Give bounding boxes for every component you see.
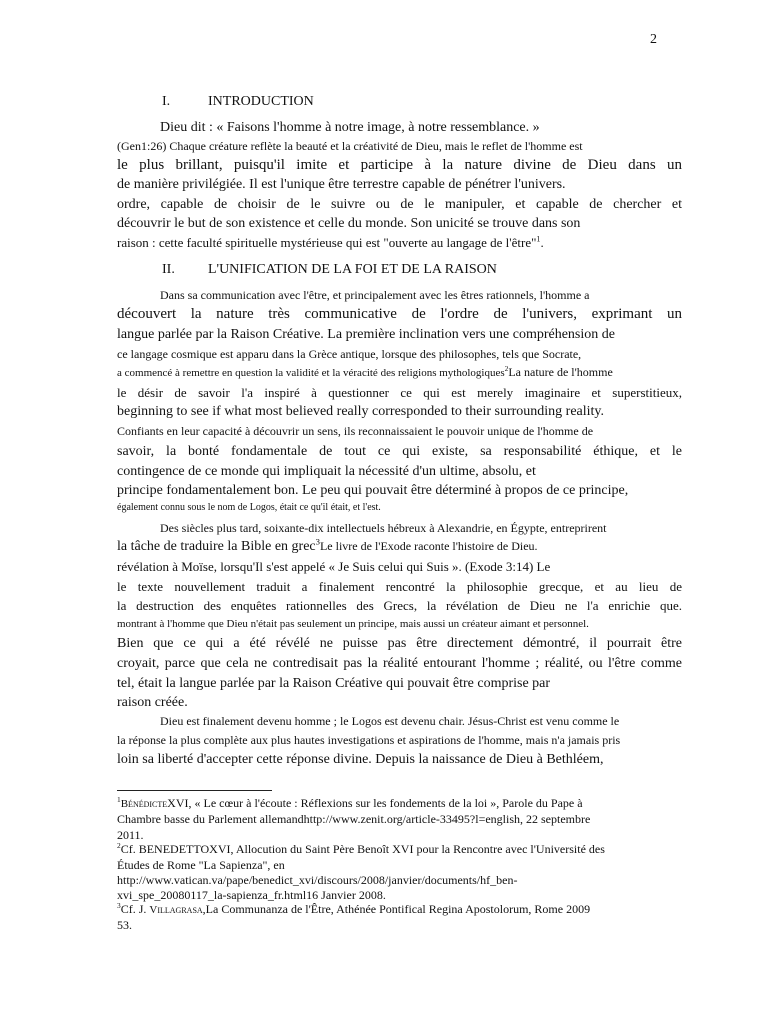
text-line: a commencé à remettre en question la validité et la véracité des religions mythologiques$^2$La nature de l'homme <box>117 364 613 379</box>
footnote-2: $^2$Cf. BENEDETTOXVI, Allocution du Saint Père Benoît XVI pour la Rencontre avec l'Université des <box>117 841 605 856</box>
text-line: le texte nouvellement traduit a finalement rencontré la philosophie grecque, et au lieu de <box>117 579 682 594</box>
text-line: ce langage cosmique est apparu dans la Grèce antique, lorsque des philosophes, tels que Socrate, <box>117 347 582 361</box>
text-line: loin sa liberté d'accepter cette réponse divine. Depuis la naissance de Dieu à Bethléem, <box>117 752 604 767</box>
text-line: tel, était la langue parlée par la Raison Créative qui pouvait être comprise par <box>117 676 551 691</box>
text-line: langue parlée par la Raison Créative. La première inclination vers une compréhension de <box>117 327 615 342</box>
text-line: Confiants en leur capacité à découvrir un sens, ils reconnaissaient le pouvoir unique de l'homme de <box>117 424 594 438</box>
text-line: beginning to see if what most believed really corresponded to their surrounding reality. <box>117 404 605 419</box>
footnote-3: $^3$Cf. J. Villagrasa,La Communanza de l'Être, Athénée Pontifical Regina Apostolorum, Rome 2009 <box>117 901 591 916</box>
text-line: le plus brillant, puisqu'il imite et participe à la nature divine de Dieu dans un <box>117 157 682 173</box>
text-line: Dieu est finalement devenu homme ; le Logos est devenu chair. Jésus-Christ est venu comme le <box>160 714 620 728</box>
text-line: ordre, capable de choisir de le suivre ou de le manipuler, et capable de chercher et <box>117 197 682 212</box>
footnote-line: Études de Rome "La Sapienza", en <box>117 858 285 872</box>
footnote-1: $^1$BénédicteXVI, « Le cœur à l'écoute : Réflexions sur les fondements de la loi », Parole du Pape à <box>117 795 583 810</box>
page-number: 2 <box>650 32 657 47</box>
footnote-line: 2011. <box>117 828 144 842</box>
text-line: découvrir le but de son existence et celle du monde. Son unicité se trouve dans son <box>117 216 581 231</box>
section-title: L'UNIFICATION DE LA FOI ET DE LA RAISON <box>208 262 497 277</box>
footnote-ref: 1 <box>536 234 541 244</box>
text-line: raison : cette faculté spirituelle mystérieuse qui est "ouverte au langage de l'être"$^1$. <box>117 234 544 250</box>
section-numeral: I. <box>162 94 171 109</box>
footnote-line: Chambre basse du Parlement allemandhttp://www.zenit.org/article-33495?l=english, 22 septembre <box>117 812 591 826</box>
text-line: le désir de savoir l'a inspiré à questionner ce qui est merely imaginaire et superstitieux, <box>117 385 682 400</box>
text-line: principe fondamentalement bon. Le peu qui pouvait être déterminé à propos de ce principe, <box>117 483 629 498</box>
text-line: savoir, la bonté fondamentale de tout ce qui existe, sa responsabilité éthique, et le <box>117 444 682 459</box>
text-line: contingence de ce monde qui impliquait la nécessité d'un ultime, absolu, et <box>117 464 536 479</box>
text-line: (Gen1:26) Chaque créature reflète la beauté et la créativité de Dieu, mais le reflet de l'homme est <box>117 139 583 153</box>
footnote-line: xvi_spe_20080117_la-sapienza_fr.html16 Janvier 2008. <box>117 888 386 902</box>
text-line: raison créée. <box>117 695 188 710</box>
text-line: la réponse la plus complète aux plus hautes investigations et aspirations de l'homme, mais n'a jamais pris <box>117 733 621 747</box>
text-line: de manière privilégiée. Il est l'unique être terrestre capable de pénétrer l'univers. <box>117 177 566 192</box>
footnote-line: 53. <box>117 918 132 932</box>
footnote-separator <box>117 790 272 791</box>
text-line: Bien que ce qui a été révélé ne puisse pas être directement démontré, il pourrait être <box>117 636 682 651</box>
text-line: Dans sa communication avec l'être, et principalement avec les êtres rationnels, l'homme a <box>160 288 590 302</box>
section-title: INTRODUCTION <box>208 94 314 109</box>
text-line: croyait, parce que cela ne contredisait pas la réalité entourant l'homme ; réalité, ou l'être comme <box>117 656 682 671</box>
text-line: révélation à Moïse, lorsqu'Il s'est appelé « Je Suis celui qui Suis ». (Exode 3:14) Le <box>117 559 551 574</box>
text-line: découvert la nature très communicative de l'ordre de l'univers, exprimant un <box>117 306 682 322</box>
text-line: montrant à l'homme que Dieu n'était pas seulement un principe, mais aussi un créateur aimant et personnel. <box>117 618 589 630</box>
footnote-ref: 2 <box>504 364 509 373</box>
text-line: Des siècles plus tard, soixante-dix intellectuels hébreux à Alexandrie, en Égypte, entreprirent <box>160 521 607 535</box>
section-numeral: II. <box>162 262 175 277</box>
footnote-ref: 3 <box>315 536 320 547</box>
text-line: la tâche de traduire la Bible en grec$^3$Le livre de l'Exode raconte l'histoire de Dieu. <box>117 536 538 554</box>
footnote-url: http://www.vatican.va/pape/benedict_xvi/discours/2008/janvier/documents/hf_ben- <box>117 873 518 887</box>
text-line: la destruction des enquêtes rationnelles des Grecs, la révélation de Dieu ne l'a enrichie que. <box>117 598 682 613</box>
text-line: également connu sous le nom de Logos, était ce qu'il était, et l'est. <box>117 502 381 513</box>
quote-line: Dieu dit : « Faisons l'homme à notre image, à notre ressemblance. » <box>160 120 540 135</box>
